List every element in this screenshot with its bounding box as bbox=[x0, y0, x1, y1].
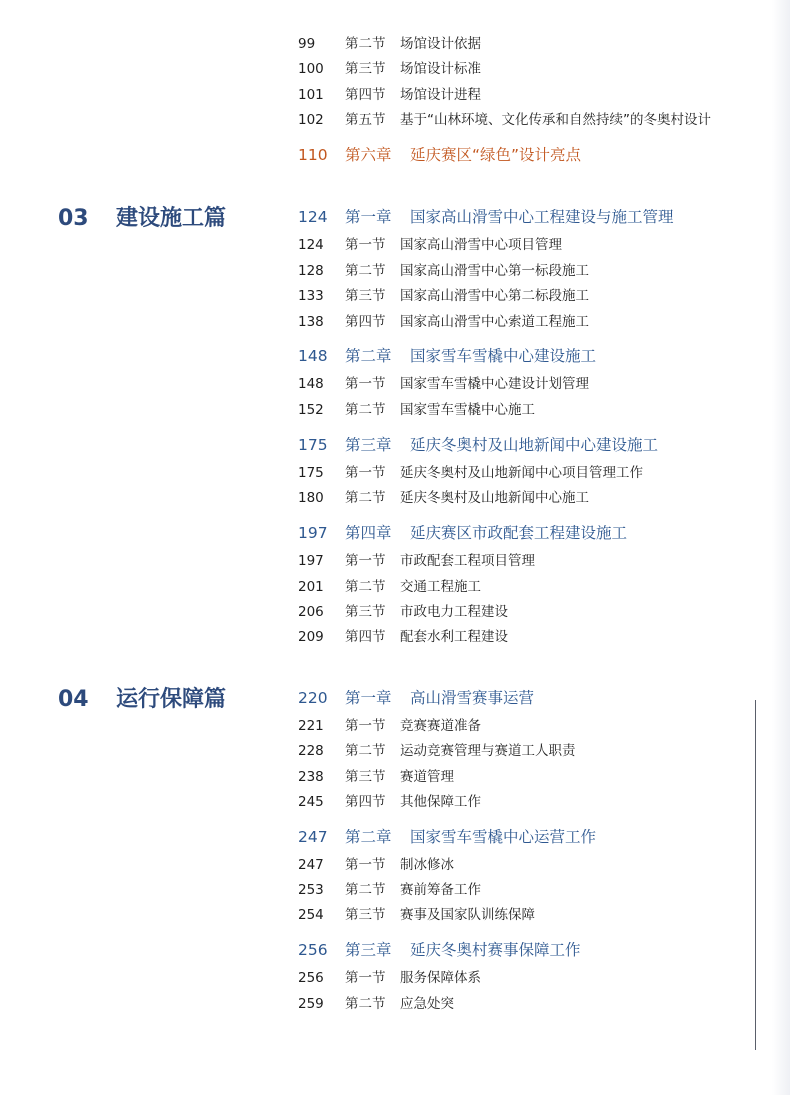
section-title: 其他保障工作 bbox=[400, 794, 481, 810]
page-number: 180 bbox=[298, 490, 324, 506]
section-title: 延庆冬奥村及山地新闻中心施工 bbox=[400, 490, 589, 506]
section-title: 场馆设计依据 bbox=[400, 36, 481, 52]
page-number: 110 bbox=[298, 146, 328, 164]
page-edge-shade bbox=[772, 0, 790, 1095]
page-number: 247 bbox=[298, 828, 328, 846]
part-title: 运行保障篇 bbox=[116, 687, 227, 712]
page-number: 228 bbox=[298, 743, 324, 759]
section-label: 第三节 bbox=[345, 288, 386, 304]
section-label: 第三节 bbox=[345, 907, 386, 923]
page-number: 254 bbox=[298, 907, 324, 923]
part-heading bbox=[58, 201, 226, 232]
page-number: 201 bbox=[298, 579, 324, 595]
section-title: 交通工程施工 bbox=[400, 579, 481, 595]
section-label: 第一节 bbox=[345, 970, 386, 986]
section-title: 国家高山滑雪中心索道工程施工 bbox=[400, 314, 589, 330]
section-title: 运动竞赛管理与赛道工人职责 bbox=[400, 743, 576, 759]
section-title: 应急处突 bbox=[400, 996, 454, 1012]
page-number: 197 bbox=[298, 553, 324, 569]
part-heading bbox=[58, 682, 226, 713]
section-label: 第一节 bbox=[345, 857, 386, 873]
chapter-label: 第二章 bbox=[345, 347, 392, 365]
chapter-label: 第三章 bbox=[345, 941, 392, 959]
part-number: 04 bbox=[58, 687, 89, 712]
section-label: 第四节 bbox=[345, 629, 386, 645]
page-number: 256 bbox=[298, 970, 324, 986]
page-number: 148 bbox=[298, 376, 324, 392]
section-label: 第三节 bbox=[345, 769, 386, 785]
page-number: 124 bbox=[298, 237, 324, 253]
section-title: 赛事及国家队训练保障 bbox=[400, 907, 535, 923]
part-title: 建设施工篇 bbox=[116, 206, 227, 231]
section-title: 市政电力工程建设 bbox=[400, 604, 508, 620]
section-label: 第五节 bbox=[345, 112, 386, 128]
section-label: 第四节 bbox=[345, 314, 386, 330]
section-title: 配套水利工程建设 bbox=[400, 629, 508, 645]
section-label: 第一节 bbox=[345, 465, 386, 481]
section-title: 市政配套工程项目管理 bbox=[400, 553, 535, 569]
section-title: 国家高山滑雪中心第一标段施工 bbox=[400, 263, 589, 279]
page-number: 209 bbox=[298, 629, 324, 645]
section-label: 第二节 bbox=[345, 490, 386, 506]
page-number: 247 bbox=[298, 857, 324, 873]
chapter-title: 延庆冬奥村及山地新闻中心建设施工 bbox=[410, 436, 659, 454]
section-label: 第二节 bbox=[345, 263, 386, 279]
chapter-title: 国家雪车雪橇中心建设施工 bbox=[410, 347, 597, 365]
page-number: 238 bbox=[298, 769, 324, 785]
section-label: 第一节 bbox=[345, 553, 386, 569]
chapter-title: 延庆冬奥村赛事保障工作 bbox=[410, 941, 581, 959]
section-title: 竞赛赛道准备 bbox=[400, 718, 481, 734]
chapter-label: 第一章 bbox=[345, 208, 392, 226]
chapter-title: 高山滑雪赛事运营 bbox=[410, 689, 535, 707]
section-label: 第四节 bbox=[345, 87, 386, 103]
section-title: 服务保障体系 bbox=[400, 970, 481, 986]
section-label: 第二节 bbox=[345, 882, 386, 898]
page-number: 253 bbox=[298, 882, 324, 898]
page-number: 175 bbox=[298, 436, 328, 454]
page-number: 197 bbox=[298, 524, 328, 542]
chapter-label: 第一章 bbox=[345, 689, 392, 707]
section-title: 国家高山滑雪中心第二标段施工 bbox=[400, 288, 589, 304]
section-label: 第二节 bbox=[345, 743, 386, 759]
page-number: 259 bbox=[298, 996, 324, 1012]
page-edge-line bbox=[755, 700, 756, 1050]
chapter-title: 国家雪车雪橇中心运营工作 bbox=[410, 828, 597, 846]
page-number: 133 bbox=[298, 288, 324, 304]
section-title: 赛道管理 bbox=[400, 769, 454, 785]
section-label: 第三节 bbox=[345, 61, 386, 77]
section-title: 国家雪车雪橇中心建设计划管理 bbox=[400, 376, 589, 392]
page-number: 245 bbox=[298, 794, 324, 810]
page-number: 220 bbox=[298, 689, 328, 707]
section-label: 第二节 bbox=[345, 36, 386, 52]
section-label: 第二节 bbox=[345, 402, 386, 418]
page-number: 221 bbox=[298, 718, 324, 734]
page-number: 128 bbox=[298, 263, 324, 279]
page-number: 101 bbox=[298, 87, 324, 103]
section-label: 第二节 bbox=[345, 996, 386, 1012]
section-title: 场馆设计标准 bbox=[400, 61, 481, 77]
page-number: 152 bbox=[298, 402, 324, 418]
chapter-title: 延庆赛区“绿色”设计亮点 bbox=[410, 146, 582, 164]
chapter-label: 第四章 bbox=[345, 524, 392, 542]
chapter-title: 国家高山滑雪中心工程建设与施工管理 bbox=[410, 208, 674, 226]
page-number: 99 bbox=[298, 36, 316, 52]
section-label: 第一节 bbox=[345, 376, 386, 392]
section-title: 基于“山林环境、文化传承和自然持续”的冬奥村设计 bbox=[400, 112, 711, 128]
chapter-label: 第三章 bbox=[345, 436, 392, 454]
chapter-label: 第二章 bbox=[345, 828, 392, 846]
page-number: 138 bbox=[298, 314, 324, 330]
section-label: 第一节 bbox=[345, 718, 386, 734]
section-title: 制冰修冰 bbox=[400, 857, 454, 873]
chapter-title: 延庆赛区市政配套工程建设施工 bbox=[410, 524, 628, 542]
section-title: 赛前筹备工作 bbox=[400, 882, 481, 898]
page-number: 256 bbox=[298, 941, 328, 959]
chapter-label: 第六章 bbox=[345, 146, 392, 164]
section-title: 场馆设计进程 bbox=[400, 87, 481, 103]
section-title: 国家雪车雪橇中心施工 bbox=[400, 402, 535, 418]
section-label: 第二节 bbox=[345, 579, 386, 595]
page-number: 206 bbox=[298, 604, 324, 620]
page-number: 175 bbox=[298, 465, 324, 481]
section-label: 第三节 bbox=[345, 604, 386, 620]
section-title: 国家高山滑雪中心项目管理 bbox=[400, 237, 562, 253]
section-label: 第一节 bbox=[345, 237, 386, 253]
part-number: 03 bbox=[58, 206, 89, 231]
page-number: 148 bbox=[298, 347, 328, 365]
page-number: 100 bbox=[298, 61, 324, 77]
section-label: 第四节 bbox=[345, 794, 386, 810]
page-number: 124 bbox=[298, 208, 328, 226]
section-title: 延庆冬奥村及山地新闻中心项目管理工作 bbox=[400, 465, 643, 481]
page-number: 102 bbox=[298, 112, 324, 128]
